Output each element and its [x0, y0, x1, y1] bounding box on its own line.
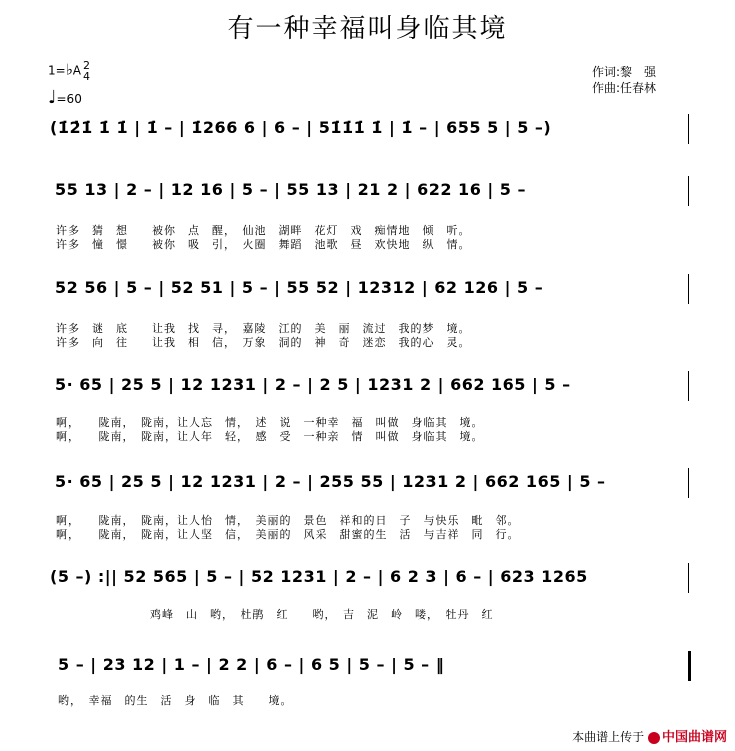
lyricist: 作词:黎 强	[592, 65, 657, 79]
score-line-2: 52 56 | 5 – | 52 51 | 5 – | 55 52 | 12312 | 62 126 | 5 –	[55, 278, 544, 297]
flat-symbol: ♭	[65, 60, 73, 79]
barline	[688, 563, 689, 593]
lyrics-line-1-verse-1: 许多 猜 想 被你 点 醒， 仙池 湖畔 花灯 戏 痴情地 倾 听。	[56, 224, 471, 237]
barline	[688, 371, 689, 401]
lyrics-line-5: 鸡峰 山 哟， 杜鹃 红 哟， 吉 泥 岭 喽， 牡丹 红	[150, 608, 494, 621]
final-barline	[688, 651, 691, 681]
barline	[688, 274, 689, 304]
score-line-1: 55 13 | 2 – | 12 16 | 5 – | 55 13 | 21 2 | 622 16 | 5 –	[55, 180, 527, 199]
lyrics-line-2-verse-1: 许多 谜 底 让我 找 寻， 嘉陵 江的 美 丽 流过 我的梦 境。	[56, 322, 471, 335]
lyrics-line-2-verse-2: 许多 向 往 让我 相 信， 万象 洞的 神 奇 迷恋 我的心 灵。	[56, 336, 471, 349]
score-line-3: 5· 65 | 25 5 | 12 1231 | 2 – | 2 5 | 1231 2 | 662 165 | 5 –	[55, 375, 571, 394]
tempo-value: =60	[56, 92, 82, 106]
footer-watermark	[572, 726, 727, 745]
score-line-4: 5· 65 | 25 5 | 12 1231 | 2 – | 255 55 | 1231 2 | 662 165 | 5 –	[55, 472, 606, 491]
lyrics-line-4-verse-2: 啊， 陇南， 陇南，让人坚 信， 美丽的 风采 甜蜜的生 活 与吉祥 同 行。	[56, 528, 520, 541]
key-prefix: 1=	[48, 63, 66, 78]
barline	[688, 114, 689, 144]
lyrics-line-3-verse-1: 啊， 陇南， 陇南，让人忘 情， 述 说 一种幸 福 叫做 身临其 境。	[56, 416, 484, 429]
barline	[688, 468, 689, 498]
score-line-5: (5 –) :|| 52 565 | 5 – | 52 1231 | 2 – | 6 2 3 | 6 – | 623 1265	[50, 567, 588, 586]
footer-text: 本曲谱上传于	[572, 730, 645, 744]
song-title: 有一种幸福叫身临其境	[227, 14, 508, 44]
quarter-note-icon: ♩	[48, 87, 57, 108]
meter-top: 2	[83, 59, 90, 72]
barline	[688, 176, 689, 206]
composer: 作曲:任春林	[592, 81, 657, 95]
lyrics-line-4-verse-1: 啊， 陇南， 陇南，让人怡 情， 美丽的 景色 祥和的日 子 与快乐 毗 邻。	[56, 514, 520, 527]
key-tonic: A	[72, 63, 81, 78]
lyrics-line-1-verse-2: 许多 憧 憬 被你 吸 引， 火圈 舞蹈 池歌 昼 欢快地 纵 情。	[56, 238, 471, 251]
meter-bottom: 4	[83, 70, 90, 83]
lyrics-line-3-verse-2: 啊， 陇南， 陇南，让人年 轻， 感 受 一种亲 情 叫做 身临其 境。	[56, 430, 484, 443]
score-line-intro: (1̇2̇1̇ 1̇ 1̇ | 1̇ – | 1̇266 6 | 6 – | 51̇1̇1̇ 1̇ | 1̇ – | 655 5 | 5 –)	[50, 118, 552, 137]
site-logo-icon	[648, 732, 660, 744]
footer-brand: 中国曲谱网	[661, 730, 727, 745]
score-line-6: 5 – | 23 12 | 1 – | 2 2 | 6 – | 6 5 | 5 – | 5 – ‖	[58, 655, 445, 674]
lyrics-line-6: 哟， 幸福 的生 活 身 临 其 境。	[58, 694, 293, 707]
